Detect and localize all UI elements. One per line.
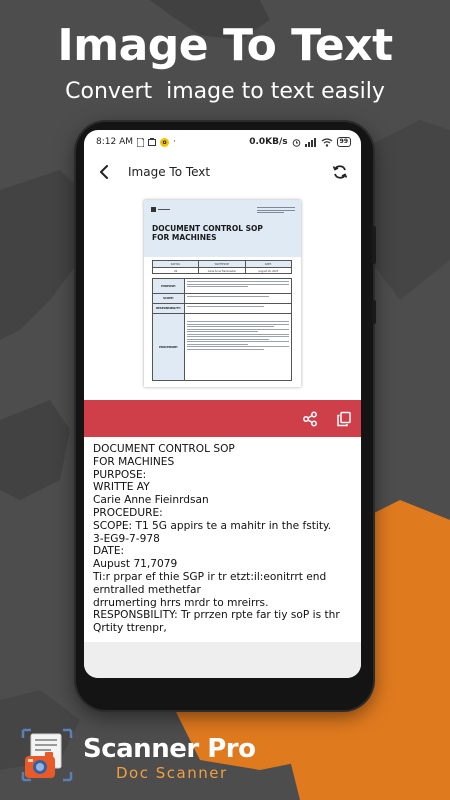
doc-table-cell: Carie Anne Fleinhusden [199,268,245,274]
document-heading-line1: DOCUMENT CONTROL SOP [152,224,263,233]
document-details-table [152,278,292,381]
page-title: Image To Text [128,165,211,179]
doc-row [153,314,291,380]
battery-icon: 99 [337,137,351,147]
signal-icon [305,138,317,147]
more-notifications-icon: · [173,137,176,147]
doc-row-text [185,294,291,303]
refresh-button[interactable] [329,161,351,183]
doc-row-text [185,279,291,293]
extracted-text[interactable]: DOCUMENT CONTROL SOP FOR MACHINES PURPOSE: WRITTE AY Carie Anne Fieinrdsan PROCEDURE: SCOPE: T1 5G appirs te a mahitr in the fstity. 3-EG9-7-978 DATE: Aupust 71,7079 Ti:r prpar ef thie SGP ir tr etzt:il:eonitrrt end erntralled methetfar drrumerting hrrs mrdr to mreirrs. RESPONSBILITY: Tr prrzen rpte far tiy soP is thr Qrtity ttrenpr, [84,437,361,642]
phone-power-button [372,300,376,324]
doc-row-label: PURPOSE: [153,279,185,293]
document-logo [151,207,170,212]
document-address [257,206,295,215]
doc-row [153,279,291,294]
doc-row-text [185,314,291,380]
document-logo-icon [151,207,156,212]
doc-row-label: PROCEDURE: [153,314,185,380]
back-arrow-icon [98,165,110,179]
scanned-document-image[interactable] [144,200,301,387]
doc-table-header: WRITTEN BY [199,261,245,267]
brand-name: Scanner Pro [83,734,256,764]
image-preview-area [84,190,361,400]
doc-row-label: RESPONSIBILITY: [153,304,185,313]
promo-subline: Convert image to text easily [65,79,385,104]
net-speed: 0.0KB/s [249,137,288,147]
phone-screen [84,130,361,678]
sim-icon [137,138,144,147]
doc-table-header: SOP NO. [153,261,199,267]
status-time: 8:12 AM [96,137,133,147]
doc-row-label: SCOPE: [153,294,185,303]
result-toolbar [84,400,361,437]
doc-row [153,294,291,304]
document-heading [152,224,292,242]
promo-headline: Image To Text [57,20,393,71]
status-bar [84,130,361,154]
copy-icon [336,411,352,427]
phone-volume-button [372,226,376,264]
doc-table-cell: August 16, 2023 [258,269,279,273]
share-button[interactable] [301,410,319,428]
back-button[interactable] [94,162,114,182]
share-icon [302,411,318,427]
document-heading-line2: FOR MACHINES [152,233,217,242]
wifi-icon [321,138,333,147]
copy-button[interactable] [335,410,353,428]
notification-badge-icon: o [160,138,169,147]
result-card [84,400,361,678]
doc-table-header: DATE: [264,262,272,266]
scanner-pro-logo-icon [17,726,77,784]
refresh-icon [332,164,348,180]
alarm-icon [292,138,301,147]
doc-row-text [185,304,291,313]
storage-icon [148,138,156,146]
doc-table-cell: 26 [153,268,199,274]
doc-row [153,304,291,314]
brand-tagline: Doc Scanner [116,764,228,782]
document-info-table [152,260,292,274]
app-bar [84,154,361,190]
